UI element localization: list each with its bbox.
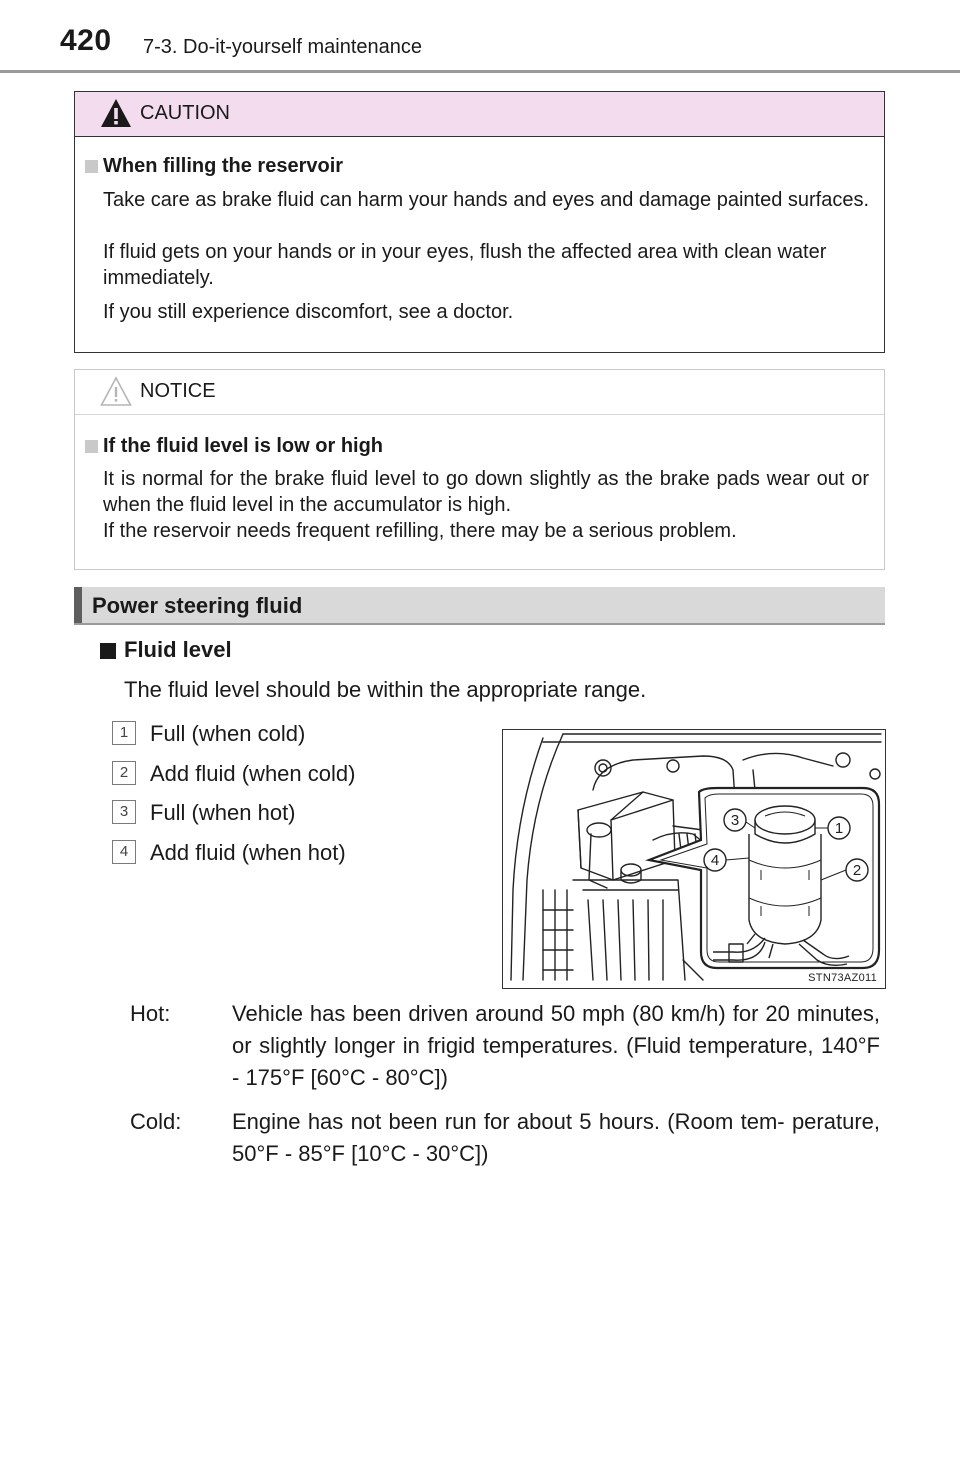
section-reference: 7-3. Do-it-yourself maintenance [143,36,423,58]
notice-box [74,369,885,570]
caution-paragraph: Take care as brake fluid can harm your hands and eyes and damage painted surfaces. [103,189,870,211]
notice-header [75,370,884,415]
list-item-label: Full (when hot) [150,800,296,825]
definition-text-cold: Engine has not been run for about 5 hours. (Room tem- perature, 50°F - 85°F [10°C - 30°C]) [232,1109,880,1166]
page-header [0,0,960,74]
caution-paragraph: If you still experience discomfort, see a doctor. [103,301,514,323]
figure-callout: 1 [834,820,844,837]
notice-title: If the fluid level is low or high [103,435,384,457]
notice-paragraph: It is normal for the brake fluid level to go down slightly as the brake pads wear out or when the fluid level in the accumulator is high. [103,468,869,516]
page-number: 420 [60,24,112,57]
caution-label: CAUTION [140,102,230,124]
power-steering-reservoir-drawing [503,730,884,987]
callout-number-4: 4 [112,840,136,864]
figure-callout: 4 [710,852,720,869]
engine-bay-illustration [502,729,886,989]
callout-number-3: 3 [112,800,136,824]
caution-paragraph: If fluid gets on your hands or in your eyes, flush the affected area with clean water immediately. [103,241,827,289]
fluid-level-heading: Fluid level [124,637,232,662]
caution-title: When filling the reservoir [103,155,344,177]
list-item-label: Add fluid (when hot) [150,840,346,865]
warning-triangle-icon [99,97,133,129]
notice-paragraph: If the reservoir needs frequent refilling, there may be a serious problem. [103,520,737,542]
header-rule [0,70,960,73]
definition-text-hot: Vehicle has been driven around 50 mph (80 km/h) for 20 minutes, or slightly longer in frigid temperatures. (Fluid temperature, 140°F - 175°F [60°C - 80°C]) [232,1001,880,1090]
caution-box [74,91,885,353]
list-item-label: Add fluid (when cold) [150,761,356,786]
section-title: Power steering fluid [92,593,303,618]
section-heading-bar [74,587,885,625]
caution-header [75,92,884,137]
definition-term-cold: Cold: [130,1109,182,1134]
definition-term-hot: Hot: [130,1001,171,1026]
figure-callout: 3 [730,812,740,829]
callout-number-1: 1 [112,721,136,745]
warning-triangle-outline-icon [99,375,133,407]
fluid-level-intro: The fluid level should be within the appropriate range. [124,677,647,702]
list-item-label: Full (when cold) [150,721,306,746]
callout-number-2: 2 [112,761,136,785]
section-bar-accent [74,587,82,623]
square-bullet-icon [98,640,118,660]
figure-id: STN73AZ011 [808,972,877,984]
square-bullet-icon [85,160,98,173]
notice-label: NOTICE [140,380,216,402]
figure-callout: 2 [852,862,862,879]
square-bullet-icon [85,440,98,453]
